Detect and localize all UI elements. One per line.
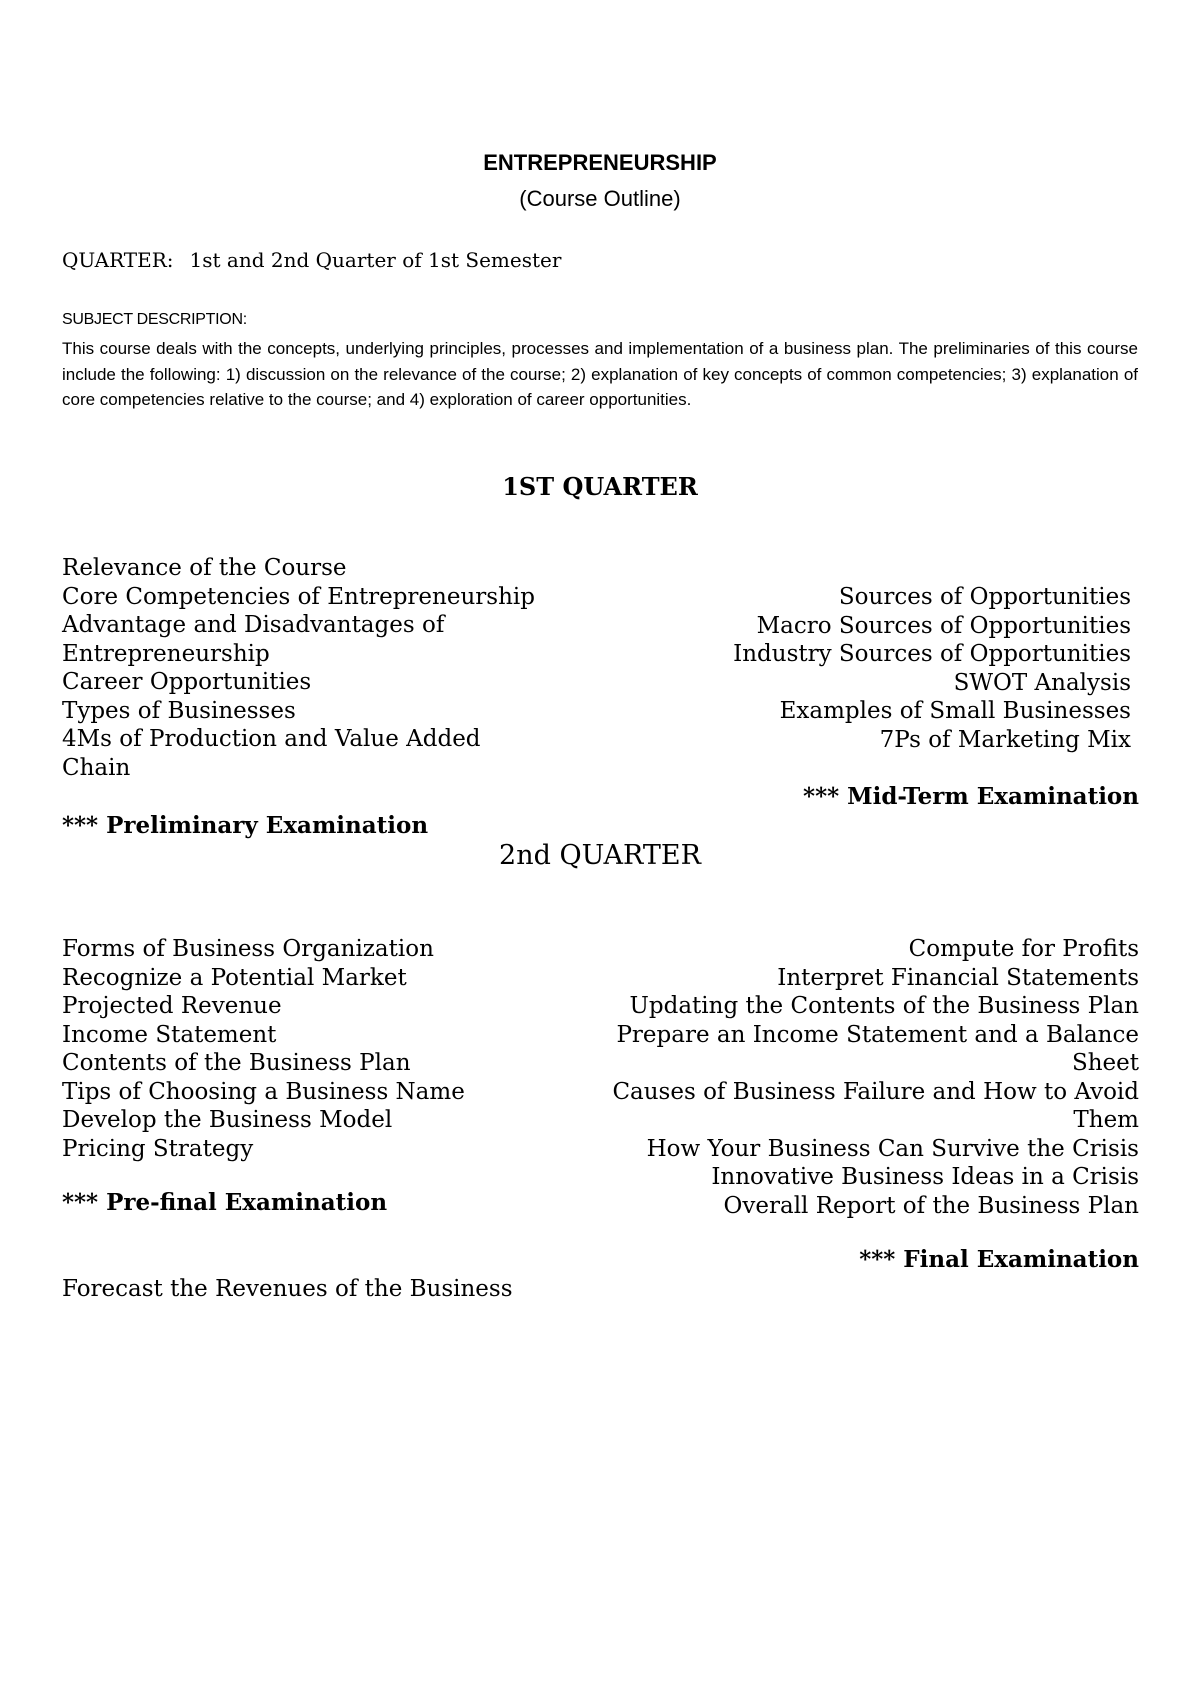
first-quarter-heading: 1ST QUARTER [502,472,698,501]
quarter-line [62,248,561,272]
list-item: How Your Business Can Survive the Crisis [646,1135,1139,1162]
list-item: 7Ps of Marketing Mix [879,726,1131,753]
list-item: Prepare an Income Statement and a Balance [616,1021,1139,1048]
list-item: Causes of Business Failure and How to Avoid [612,1078,1139,1105]
list-item: 4Ms of Production and Value Added [62,726,481,752]
list-item: Updating the Contents of the Business Plan [629,993,1139,1019]
second-quarter-left-list [62,935,465,1163]
document-title: ENTREPRENEURSHIP [483,150,717,175]
list-item: Contents of the Business Plan [62,1050,411,1076]
list-item: Interpret Financial Statements [777,964,1139,991]
list-item: Develop the Business Model [62,1107,393,1133]
list-item: Types of Businesses [62,697,296,724]
list-item: Advantage and Disadvantages of [62,612,445,638]
second-quarter-heading: 2nd QUARTER [499,840,701,871]
list-item: SWOT Analysis [953,669,1131,696]
midterm-exam-label: *** Mid-Term Examination [803,783,1139,810]
list-item: Chain [62,754,131,781]
list-item: Sheet [1071,1050,1139,1076]
list-item: Projected Revenue [62,993,282,1019]
list-item: Tips of Choosing a Business Name [62,1078,465,1105]
list-item: Forms of Business Organization [62,936,434,962]
subject-description-label: SUBJECT DESCRIPTION: [62,311,247,328]
final-exam-label: *** Final Examination [859,1246,1139,1273]
subject-description-text: This course deals with the concepts, underlying principles, processes and implementation of a business plan. The preliminaries of this course include the following: 1) discussion on the relevance of the course; 2) explanation of key concepts of common competencies; 3) explanation of core competencies relative to the course; and 4) exploration of career opportunities. [62,339,1138,409]
list-item: Innovative Business Ideas in a Crisis [711,1164,1139,1190]
prefinal-exam-label: *** Pre-final Examination [62,1189,388,1216]
second-quarter-right-list [612,935,1139,1220]
list-item: Entrepreneurship [62,640,270,667]
list-item: Career Opportunities [62,669,312,695]
list-item: Industry Sources of Opportunities [733,641,1131,667]
first-quarter-left-list [62,554,535,782]
list-item: Recognize a Potential Market [62,964,407,991]
document-subtitle: (Course Outline) [519,186,681,211]
list-item: Income Statement [62,1021,277,1048]
list-item: Pricing Strategy [62,1135,254,1162]
forecast-revenues-item: Forecast the Revenues of the Business [62,1276,513,1302]
list-item: Overall Report of the Business Plan [723,1192,1139,1219]
quarter-value: 1st and 2nd Quarter of 1st Semester [189,248,562,272]
preliminary-exam-label: *** Preliminary Examination [62,812,429,839]
list-item: Macro Sources of Opportunities [756,612,1131,639]
list-item: Them [1073,1107,1139,1133]
first-quarter-right-list [733,583,1131,754]
list-item: Relevance of the Course [62,555,347,581]
list-item: Examples of Small Businesses [779,698,1131,724]
quarter-label: QUARTER: [62,248,174,272]
list-item: Sources of Opportunities [838,584,1131,610]
list-item: Core Competencies of Entrepreneurship [62,583,535,610]
list-item: Compute for Profits [908,936,1139,962]
